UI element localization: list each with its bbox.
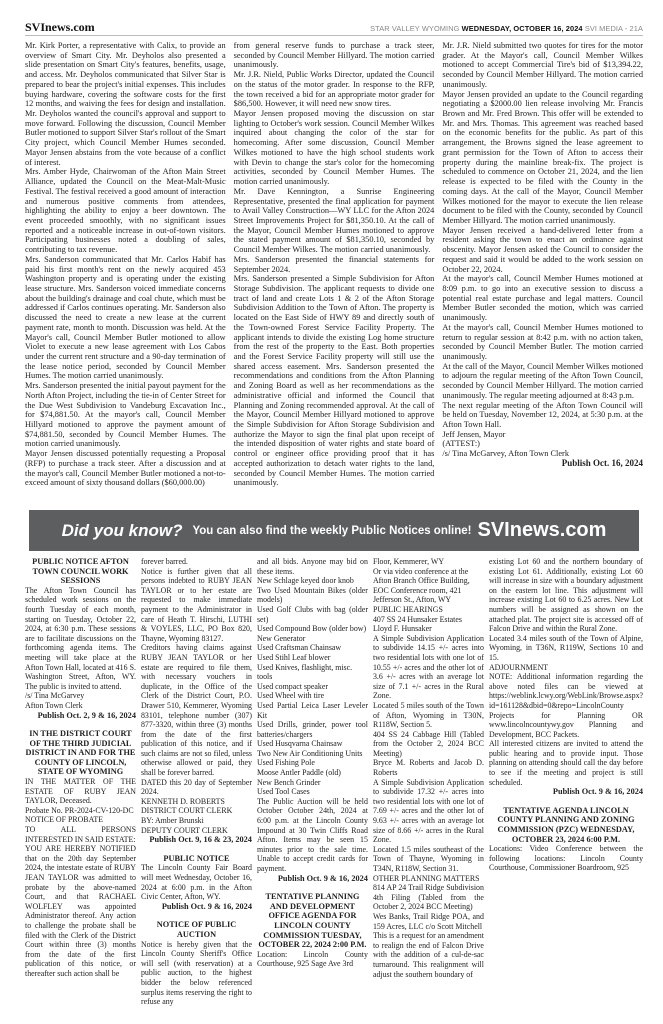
publish-date: Publish Oct. 16, 2024 xyxy=(561,457,644,468)
paragraph: 404 SS 24 Cabbage Hill (Tabled from the October 2, 2024 BCC Meeting) xyxy=(372,729,484,758)
town-council-minutes xyxy=(25,41,643,503)
paragraph: Used Partial Leica Laser Leveler Kit xyxy=(256,700,368,720)
paragraph: A Simple Subdivision Application to subdivide 14.15 +/- acres into two residential lots with one lot of 10.55 +/- acres and the other lot of 3.6 +/- acres with an average lot size of 7.1 +/- acres in the Rural Zone. xyxy=(372,633,484,701)
text-line: Used Knives, flashlight, misc. tools xyxy=(256,662,353,682)
paragraph: At the call of the Mayor, Council Member Wilkes motioned to adjourn the regular meeting of the Afton Town Council, seconded by Council Member Hillyard. The motion carried unanimously. The regular meeting adjourned at 8:43 p.m. xyxy=(442,361,644,400)
text-line: Or via video conference at the Afton Branch Office Building, EOC Conference room, 421 Jefferson St., Afton, WY xyxy=(372,566,470,605)
paragraph: Mrs. Sanderson presented a Simple Subdivision for Afton Storage Subdivision. The applicant requests to divide one tract of land and create Lots 1 & 2 of the Afton Storage Subdivision Addition to the Town of Afton. The property is located on the East Side of HWY 89 and directly south of the Town-owned Forest Service Facility Property. The applicant intends to divide the existing Log home structure from the rest of the property to the East. Both properties and the Forest Service Facility property will still use the shared access easement. Mrs. Sanderson presented the recommendations and conditions from the Afton Planning and Zoning Board as well as her recommendations as the administrative official and informed the Council that Planning and Zoning recommended approval. At the call of the Mayor, Council Member Hillyard motioned to approve the Simple Subdivision for Afton Storage Subdivision and authorize the Mayor to sign the final plat upon receipt of the intended disposition of water rights and state board of control or engineer office providing proof that it has accepted authorization to detach water rights to the land, seconded by Council Member Humes. The motion carried unanimously. xyxy=(233,274,435,488)
paragraph: existing Lot 60 and the northern boundary of existing Lot 61. Additionally, existing Lot 60 will increase in size with a boundary adjustment on the eastern lot line. This adjustment will increase existing Lot 60 to 6.25 acres. New Lot numbers will be assigned as shown on the attached plat. The project site is accessed off of Falcon Drive and within the Rural Zone. xyxy=(488,557,644,634)
site-name: SVInews.com xyxy=(25,20,95,34)
paragraph: Mrs. Sanderson presented the financial statements for September 2024. xyxy=(233,254,435,274)
text-line: (ATTEST:) xyxy=(442,439,480,449)
notice-heading: TENTATIVE AGENDA LINCOLN COUNTY PLANNING AND ZONING COMMISSION (PZC) WEDNESDAY, OCTOBER 23, 2024 6:00 P.M. xyxy=(497,805,635,844)
text-line: /s/ Tina McGarvey, Afton Town Clerk xyxy=(442,449,569,459)
header-page: SVI MEDIA - 21A xyxy=(584,24,643,33)
paragraph: At the mayor's call, Council Member Humes motioned at 8:09 p.m. to go into an executive session to discuss a potential real estate purchase and legal matters. Council Member Butler seconded the motion, which was carried unanimously. xyxy=(442,274,644,323)
paragraph: This is a request for an amendment to realign the end of Falcon Drive with the addition of a cul-de-sac turnaround. This realignment will adjust the southern boundary of xyxy=(372,931,484,979)
publish-date: Publish Oct. 2, 9 & 16, 2024 xyxy=(37,710,136,720)
text-line: Lloyd F. Hunsaker xyxy=(372,624,432,634)
text-line: New Bench Grinder xyxy=(256,777,321,787)
top-column-2 xyxy=(234,41,435,503)
paragraph: NOTE: Additional information regarding the above noted files can be viewed at https://weblink.lcwy.org/WebLink/Browse.aspx?id=161128&dbid=0&repo=LincolnCounty xyxy=(488,672,644,710)
notice-heading: PUBLIC NOTICE AFTON TOWN COUNCIL WORK SESSIONS xyxy=(32,557,129,586)
text-line: ADJOURNMENT xyxy=(488,662,549,672)
publish-date: Publish Oct. 9 & 16, 2024 xyxy=(552,787,644,797)
paragraph: A Simple Subdivision Application to subdivide 17.32 +/- acres into two residential lots with one lot of 7.69 +/- acres and the other lot of 9.63 +/- acres with an average lot size of 8.66 +/- acres in the Rural Zone. xyxy=(372,777,484,845)
text-line: PUBLIC HEARINGS xyxy=(372,604,443,614)
text-line: New Generator xyxy=(256,633,306,643)
text-line: Used Stihl Leaf blower xyxy=(256,652,331,662)
text-line: Two New Air Conditioning Units xyxy=(256,748,363,758)
paragraph: Located 5 miles south of the Town of Afton, Wyoming in T30N, R118W, Section 5. xyxy=(372,700,484,730)
paragraph: All interested citizens are invited to attend the public hearing and to provide input. Those planning on attending should call the day before to see if the meeting and project is still scheduled. xyxy=(488,739,644,787)
paragraph: 814 AP 24 Trail Ridge Subdivision 4th Filing (Tabled from the October 2, 2024 BCC Meeting) xyxy=(372,883,484,912)
paragraph: Located 3.4 miles south of the Town of Alpine, Wyoming, in T36N, R119W, Sections 10 and 15. xyxy=(488,633,644,662)
paragraph: Used Golf Clubs with bag (older set) xyxy=(256,604,368,624)
paragraph: Mrs. Sanderson communicated that Mr. Carlos Habif has paid his first month's rent on the newly acquired 453 Washington property and is operating under the existing lease structure. Mrs. Sanderson voiced immediate concerns about the building's drainage and coal chute, which must be addressed if Carlos continues operating. Mr. Sanderson also discussed the need to create a new lease at the current payment rate, month to month. Discussion was held. At the Mayor's call, Council Member Butler motioned to allow Violet to execute a new lease agreement with Los Cabos under the current rent structure and a 90-day termination of the lease notice period, seconded by Council Member Humes. The motion carried unanimously. xyxy=(25,254,226,381)
paragraph: forever barred. xyxy=(140,557,188,566)
paragraph: At the mayor's call, Council Member Humes motioned to return to regular session at 8:42 p.m. with no action taken, seconded by Council Member Butler. The motion carried unanimously. xyxy=(442,322,644,361)
top-column-3 xyxy=(442,41,643,503)
text-line: Used Fishing Pole xyxy=(256,758,315,768)
paragraph: Mayor Jensen discussed potentially requesting a Proposal (RFP) to purchase a track steer. After a discussion and at the mayor's call, Council Member Butler motioned a not-to-exceed amount of sixty thousand dollars ($60,000.00) xyxy=(25,449,226,488)
paragraph: Located 1.5 miles southeast of the Town of Thayne, Wyoming in T34N, R118W, Section 31. xyxy=(372,844,484,873)
paragraph: Two Used Mountain Bikes (older models) xyxy=(256,585,368,605)
paragraph: Mr. J.R. Nield submitted two quotes for tires for the motor grader. At the Mayor's call, Council Member Wilkes motioned to accept Commercial Tire's bid of $13,394.22, seconded by Council Member Hillyard. The motion carried unanimously. xyxy=(442,41,644,89)
text-line: Probate No. PR-2024-CV-120-DC xyxy=(25,805,134,815)
notice-column-2 xyxy=(141,557,252,1015)
text-line: NOTICE OF PROBATE xyxy=(25,815,104,825)
paragraph: Notice is hereby given that the Lincoln County Sheriff's Office will sell (with reservation) at a public auction, to the highest bidder the below referenced surplus items reserving the right to refuse any xyxy=(140,939,252,1007)
publish-date: Publish Oct. 9 & 16, 2024 xyxy=(161,901,252,911)
paragraph: Mrs. Sanderson presented the initial payout payment for the North Afton Project, including the tie-in of Center Street for the Due West Subdivision to Vandeburg Excavation Inc., for $74,881.50. At the mayor's call, Council Member Hillyard motioned to approve the payment amount of $74,881.50, seconded by Council Member Humes. The motion carried unanimously. xyxy=(25,381,226,449)
notice-column-3 xyxy=(257,557,368,1015)
paragraph: Mr. J.R. Nield, Public Works Director, updated the Council on the status of the motor grader. In response to the RFP, the town received a bid for an appropriate motor grader for $86,500. However, it will need new snow tires. xyxy=(233,70,435,109)
text-line: Floor, Kemmerer, WY xyxy=(372,557,445,566)
paragraph: and all bids. Anyone may bid on these items. xyxy=(256,557,368,576)
paragraph: Mayor Jensen received a hand-delivered letter from a resident asking the town to enact an ordinance against obscenity. Mayor Jensen asked the Council to consider the request and said it would be added to the work session on October 22, 2024. xyxy=(442,225,644,274)
text-line: Used Compound Bow (older bow) xyxy=(256,624,367,634)
text-line: Used Wheel with tire xyxy=(256,691,325,701)
paragraph: from general reserve funds to purchase a track steer, seconded by Council Member Hillyard. The motion carried unanimously. xyxy=(233,41,435,70)
banner-url-link[interactable]: SVInews.com xyxy=(477,519,607,541)
notice-column-5 xyxy=(489,557,643,1015)
publish-date: Publish Oct. 9, 16 & 23, 2024 xyxy=(149,835,252,845)
paragraph: IN THE MATTER OF THE ESTATE OF RUBY JEAN TAYLOR, Deceased. xyxy=(25,777,136,806)
paragraph: The Afton Town Council has scheduled work sessions on the fourth Tuesday of each month, starting on Tuesday, October 22, 2024, at 6:30 p.m. These sessions are to facilitate discussions on the forthcoming agenda items. The meeting will take place at the Afton Town Hall, located at 416 S. Washington Street, Afton, WY. The public is invited to attend. xyxy=(25,585,136,691)
header-date: WEDNESDAY, OCTOBER 16, 2024 xyxy=(461,24,583,33)
text-line: Used Husqvarna Chainsaw xyxy=(256,739,343,749)
paragraph: Locations: Video Conference between the following locations: Lincoln County Courthouse, Commissioner Boardroom, 925 xyxy=(488,844,644,873)
banner-question: Did you know? xyxy=(61,520,183,540)
paragraph: Mayor Jensen proposed moving the discussion on star lighting to October's work session. Council Member Wilkes inquired about changing the color of the star for homecoming. After some discussion, Council Member Wilkes motioned to have the high school students work with Devin to change the star's color for the homecoming activities, seconded by Council Member Humes. The motion carried unanimously. xyxy=(233,109,435,187)
paragraph: Creditors having claims against RUBY JEAN TAYLOR or her estate are required to file them, with necessary vouchers in duplicate, in the Office of the Clerk of the District Court, P.O. Drawer 510, Kemmerer, Wyoming 83101, telephone number (307) 877-3320, within three (3) months from the date of the first publication of this notice, and if such claims are not so filed, unless otherwise allowed or paid, they shall be forever barred. xyxy=(140,643,252,778)
paragraph: Mr. Kirk Porter, a representative with Calix, to provide an overview of Smart City. Mr. Deyholos also presented a slide presentation on Smart City's features, benefits, usage, and access. Mr. Deyholos communicated that Silver Star is prepared to bear the project's initial expenses. This includes buying hardware, covering the software costs for the first 12 months, and waiving the fees for design and installation. Mr. Deyholos wanted the council's approval and support to move forward. Following the discussion, Council Member Butler motioned to support Silver Star's rollout of the Smart City project, which Council Member Humes seconded. Mayor Jensen abstains from the vote because of a conflict of interest. xyxy=(25,41,226,167)
paragraph: Location: Lincoln County Courthouse, 925 Sage Ave 3rd xyxy=(256,949,368,969)
banner-message: You can also find the weekly Public Notices online! xyxy=(192,524,472,537)
text-line: KENNETH D. ROBERTS xyxy=(140,796,225,806)
text-line: New Schlage keyed door knob xyxy=(256,576,354,586)
text-line: Moose Antler Paddle (old) xyxy=(256,768,341,778)
paragraph: Notice is further given that all persons indebted to RUBY JEAN TAYLOR or to her estate are requested to make immediate payment to the Administrator in care of Heath T. Hirschi, LUTHI & VOYLES, LLC, PO Box 820, Thayne, Wyoming 83127. xyxy=(140,566,252,643)
notice-heading: IN THE DISTRICT COURT OF THE THIRD JUDICIAL DISTRICT IN AND FOR THE COUNTY OF LINCOLN, STATE OF WYOMING xyxy=(25,729,136,777)
paragraph: Wes Banks, Trail Ridge POA, and 159 Acres, LLC c/o Scott Mitchell xyxy=(372,911,484,931)
text-line: Jeff Jensen, Mayor xyxy=(442,429,506,439)
paragraph: The Lincoln County Fair Board will meet Wednesday, October 16, 2024 at 6:00 p.m. in the Afton Civic Center, Afton, WY. xyxy=(140,863,252,902)
paragraph: The next regular meeting of the Afton Town Council will be held on Tuesday, November 12, 2024, at 5:30 p.m. at the Afton Town Hall. xyxy=(442,400,644,430)
paragraph: YOU ARE HEREBY NOTIFIED that on the 20th day September 2024, the intestate estate of RUBY JEAN TAYLOR was admitted to probate by the above-named Court, and that RACHAEL WOLFLEY was appointed Administrator thereof. Any action to challenge the probate shall be filed with the Clerk of the District Court within three (3) months from the date of the first publication of this notice, or thereafter such action shall be xyxy=(25,844,136,978)
paragraph: Projects for Planning OR www.lincolncountywy.gov Planning and Development, BCC Packets. xyxy=(488,710,644,739)
header-region: STAR VALLEY WYOMING xyxy=(370,24,460,33)
text-line: 407 SS 24 Hunsaker Estates xyxy=(372,614,462,624)
paragraph: DATED this 20 day of September 2024. xyxy=(140,777,252,797)
paragraph: The Public Auction will be held October October 24th, 2024 at 6:00 p.m. at the Lincoln County Impound at 30 Twin Cliffs Road Afton. Items may be seen 15 minutes prior to the sale time. Unable to accept credit cards for payment. xyxy=(256,796,368,873)
text-line: BY: Amber Brunski xyxy=(140,816,204,826)
paragraph: TO ALL PERSONS INTERESTED IN SAID ESTATE: xyxy=(25,825,136,844)
text-line: Used Tool Cases xyxy=(256,787,310,797)
publish-date: Publish Oct. 9 & 16, 2024 xyxy=(277,873,368,883)
paragraph: Bryce M. Roberts and Jacob D. Roberts xyxy=(372,758,484,778)
page-header xyxy=(25,20,643,36)
header-info xyxy=(370,24,643,35)
top-column-1 xyxy=(25,41,226,503)
text-line: /s/ Tina McGarvey xyxy=(25,691,85,701)
public-notices xyxy=(25,557,643,1015)
text-line: Used compact speaker xyxy=(256,681,328,691)
paragraph: Mayor Jensen provided an update to the Council regarding negotiating a $2000.00 lien release involving Mr. Francis Brown and Mr. Fred Brown. This offer will be extended to Mr. and Mrs. Thomas. This agreement was reached based on the economic benefits for the public. As part of this arrangement, the Browns signed the lease agreement to grant permission for the Town of Afton to access their property during the mainline break-fix. The project is scheduled to commence on October 21, 2024, and the lien release is expected to be filed with the County in the coming days. At the call of the Mayor, Council Member Wilkes motioned for the mayor to execute the lien release document to be filed with the County, seconded by Council Member Hillyard. The motion carried unanimously. xyxy=(442,89,644,225)
text-line: DEPUTY COURT CLERK xyxy=(140,825,228,835)
text-line: Afton Town Clerk xyxy=(25,700,83,710)
paragraph: Mrs. Amber Hyde, Chairwoman of the Afton Main Street Alliance, updated the Council on the Meat-Malt-Music Festival. The festival received a good amount of interaction and numerous positive comments from attendees, highlighting the ability to enjoy a beer downtown. The event proceeded smoothly, with no significant issues reported and a noticeable increase in out-of-town visitors. Participating businesses noted a doubling of sales, contributing to tax revenue. xyxy=(25,167,226,255)
text-line: OTHER PLANNING MATTERS xyxy=(372,873,480,883)
notice-column-4 xyxy=(373,557,484,1015)
public-notices-banner xyxy=(29,510,639,551)
text-line: Used Craftsman Chainsaw xyxy=(256,643,342,653)
paragraph: Mr. Dave Kennington, a Sunrise Engineering Representative, presented the final application for payment to Avail Valley Construction—WY LLC for the Afton 2024 Street Improvements Project for $81,350.10. At the call of the Mayor, Council Member Humes motioned to approve the stated payment amount of $81,350.10, seconded by Council Member Wilkes. The motion carried unanimously. xyxy=(233,186,435,255)
notice-column-1 xyxy=(25,557,136,1015)
notice-heading: PUBLIC NOTICE xyxy=(163,853,230,863)
text-line: DISTRICT COURT CLERK xyxy=(140,806,233,816)
notice-heading: NOTICE OF PUBLIC AUCTION xyxy=(156,920,237,939)
notice-heading: TENTATIVE PLANNING AND DEVELOPMENT OFFICE AGENDA FOR LINCOLN COUNTY COMMISSION TUESDAY, OCTOBER 22, 2024 2:00 P.M. xyxy=(258,892,367,950)
paragraph: Used Drills, grinder, power tool batteries/chargers xyxy=(256,720,368,739)
